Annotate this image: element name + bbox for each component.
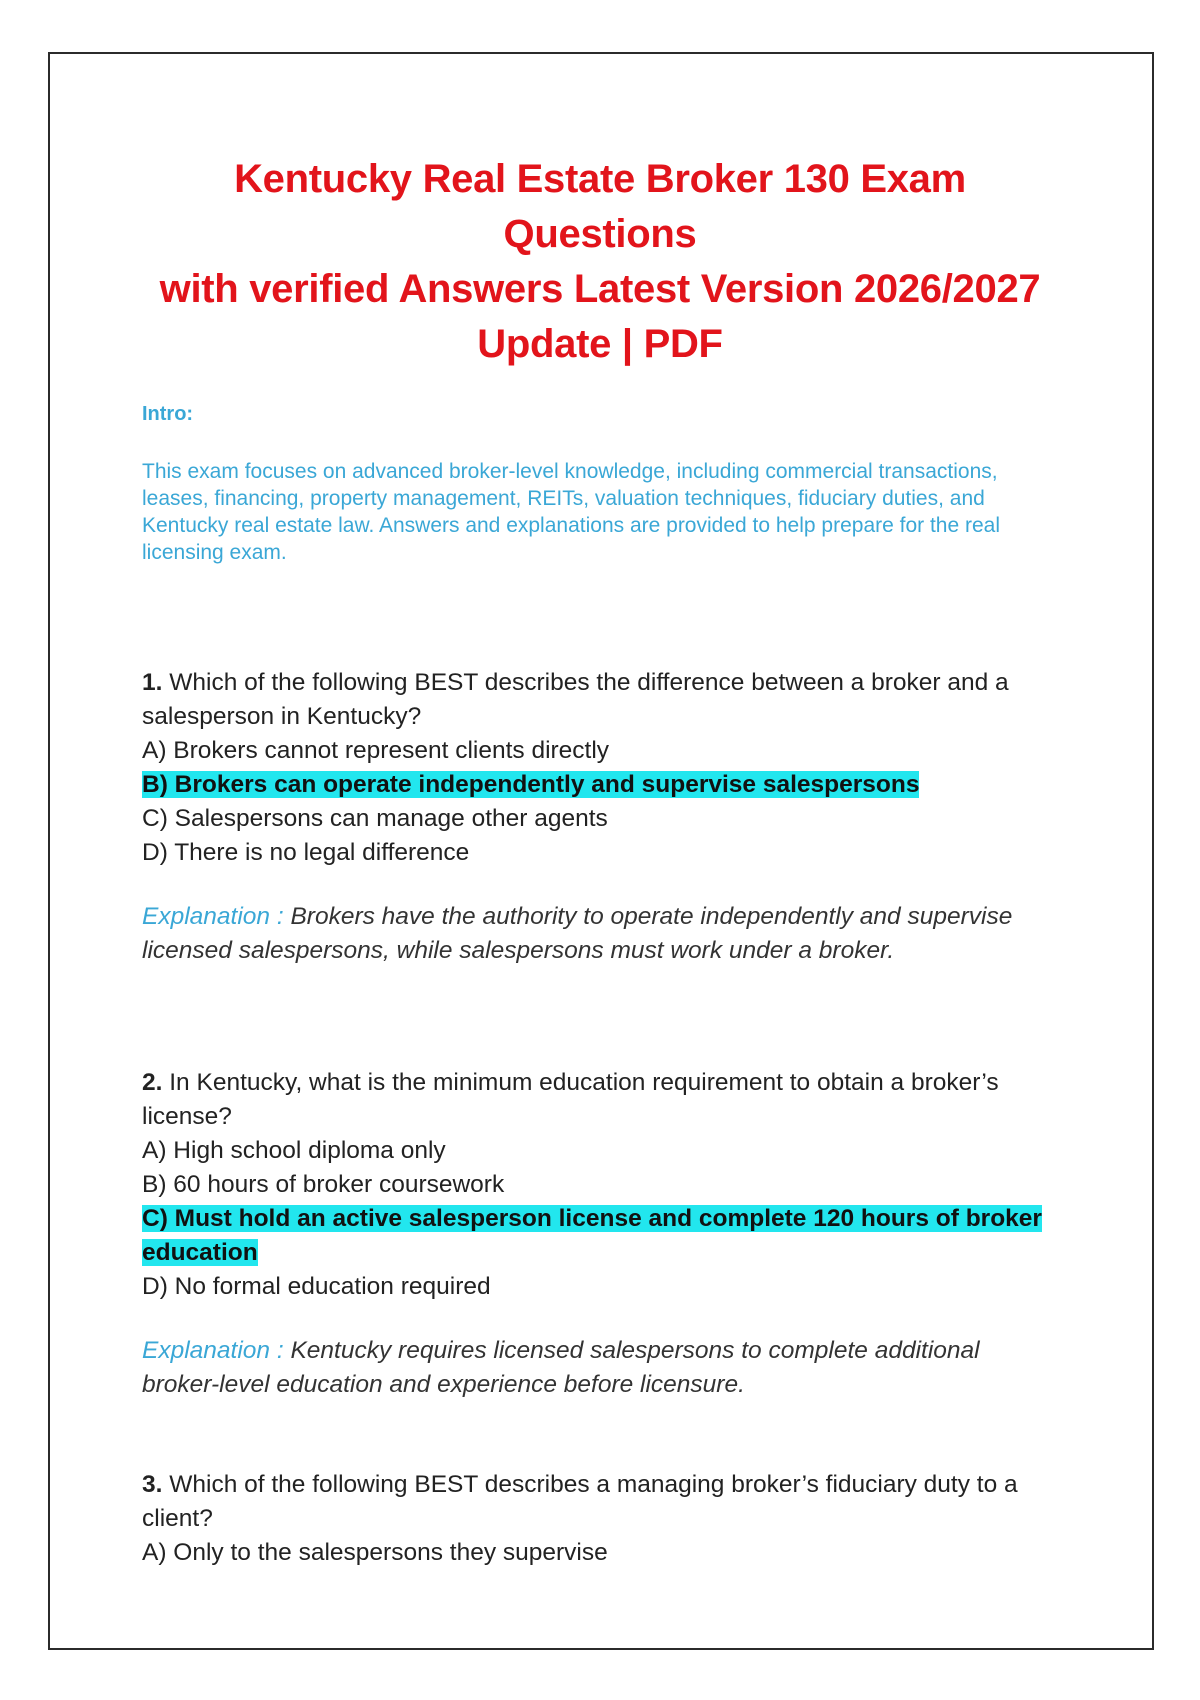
question-1-stem [142,666,1062,734]
question-3-stem [142,1468,1062,1536]
title-line-1: Kentucky Real Estate Broker 130 Exam Questions [234,157,966,256]
question-2-option-d: D) No formal education required [142,1273,491,1300]
question-2-text: In Kentucky, what is the minimum education requirement to obtain a broker’s license? [142,1069,999,1130]
question-2-option-a: A) High school diploma only [142,1137,446,1164]
question-2-option-c-correct [142,1202,1062,1270]
question-1-text: Which of the following BEST describes the difference between a broker and a salesperson in Kentucky? [142,669,1009,730]
question-1-number: 1. [142,669,163,696]
explanation-text: Brokers have the authority to operate independently and supervise licensed salespersons, while salespersons must work under a broker. [142,903,1013,964]
explanation-label: Explanation : [142,903,284,930]
intro-text: This exam focuses on advanced broker-level knowledge, including commercial transactions, leases, financing, property management, REITs, valuation techniques, fiduciary duties, and Kentucky real estate law. Answers and explanations are provided to help prepare for the real licensing exam. [142,460,1001,564]
correct-answer-highlight: C) Must hold an active salesperson license and complete 120 hours of broker education [142,1205,1042,1266]
question-2-explanation [142,1334,1062,1402]
document-title [150,152,1050,372]
question-3-text: Which of the following BEST describes a managing broker’s fiduciary duty to a client? [142,1471,1018,1532]
question-2-number: 2. [142,1069,163,1096]
explanation-text: Kentucky requires licensed salespersons to complete additional broker-level education and experience before licensure. [142,1337,980,1398]
question-3-option-a: A) Only to the salespersons they supervise [142,1539,608,1566]
question-1-option-d: D) There is no legal difference [142,839,470,866]
intro-heading: Intro: [142,403,194,425]
question-1-explanation [142,900,1062,968]
question-1 [142,666,1062,968]
correct-answer-highlight: B) Brokers can operate independently and supervise salespersons [142,771,920,798]
question-1-option-b-correct [142,768,1062,802]
question-1-option-c: C) Salespersons can manage other agents [142,805,608,832]
title-line-2: with verified Answers Latest Version 2026/2027 [159,267,1041,311]
title-line-3: Update | PDF [477,322,723,366]
question-3-number: 3. [142,1471,163,1498]
question-3 [142,1468,1062,1570]
question-2 [142,1066,1062,1402]
question-1-option-a: A) Brokers cannot represent clients directly [142,737,610,764]
explanation-label: Explanation : [142,1337,284,1364]
question-2-option-b: B) 60 hours of broker coursework [142,1171,505,1198]
question-2-stem [142,1066,1062,1134]
